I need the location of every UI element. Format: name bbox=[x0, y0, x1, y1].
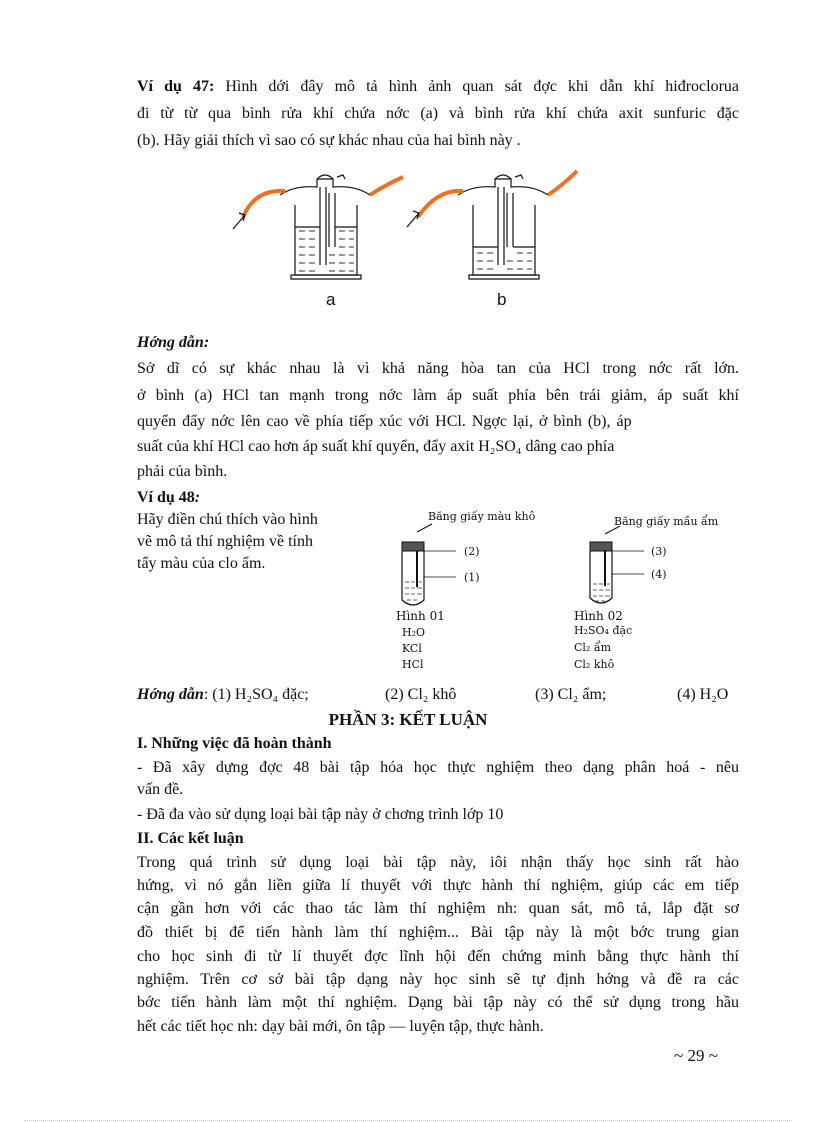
wash-bottles-figure bbox=[225, 165, 595, 290]
test-tube-figure-2 bbox=[584, 526, 704, 616]
fig2-option-2: Cl₂ ẩm bbox=[574, 641, 612, 654]
part3-sec2-line-4: đồ thiết bị để tiến hành làm thí nghiệm... Bài tập này là một bớc trung gian bbox=[137, 924, 739, 941]
fig2-caption: Hình 02 bbox=[574, 609, 623, 623]
tube-out-b bbox=[548, 171, 577, 195]
answer48-4: (4) H₂O bbox=[677, 686, 729, 703]
guide47-line-3: quyển đẩy nớc lên cao về phía tiếp xúc với HCl. Ngợc lại, ở bình (b), áp bbox=[137, 413, 632, 430]
guide47-line-5: phải của bình. bbox=[137, 463, 228, 480]
example48-label-line bbox=[137, 488, 739, 508]
example48-q-1: Hãy điền chú thích vào hình bbox=[137, 511, 318, 528]
wash-bottle-b bbox=[458, 175, 548, 279]
fig1-option-3: HCl bbox=[402, 658, 424, 671]
example47-line-1 bbox=[137, 77, 739, 97]
example47-text-1: Hình dới đây mô tả hình ảnh quan sát đợc khi dẫn khí hiđroclorua bbox=[214, 78, 740, 95]
wash-bottle-a bbox=[280, 175, 370, 279]
tube-out-a bbox=[370, 177, 403, 195]
part3-sec1-line-1: - Đã xây dựng đợc 48 bài tập hóa học thực nghiệm theo dạng phân hoá - nêu bbox=[137, 759, 739, 776]
answer48-line bbox=[137, 685, 739, 705]
example48-label-suffix: : bbox=[194, 489, 201, 506]
part3-sec2-line-3: cận gần hơn với các thao tác làm thí nghiệm nh: quan sát, mô tả, lắp đặt sơ bbox=[137, 900, 739, 917]
stopper-icon bbox=[590, 542, 612, 551]
page-number: ~ 29 ~ bbox=[674, 1046, 718, 1065]
part3-sec2-line-7: bớc tiến hành làm một thí nghiệm. Dạng bài tập này có thể sử dụng trong hầu bbox=[137, 994, 739, 1011]
part3-sec1-line-2: vấn đề. bbox=[137, 781, 184, 798]
part3-sec2-title: II. Các kết luận bbox=[137, 830, 244, 847]
fig1-caption: Hình 01 bbox=[396, 609, 445, 623]
fig1-option-1: H₂O bbox=[402, 626, 426, 639]
example48-q-2: vẽ mô tả thí nghiệm về tính bbox=[137, 533, 313, 550]
footer-divider bbox=[24, 1120, 792, 1121]
part3-sec2-line-8: hết các tiết học nh: dạy bài mới, ôn tập — luyện tập, thực hành. bbox=[137, 1018, 544, 1035]
fig2-title: Băng giấy mầu ẩm bbox=[614, 515, 719, 528]
guide47-line-4: suất của khí HCl cao hơn áp suất khí quyển, đẩy axit H₂SO₄ dâng cao phía bbox=[137, 438, 615, 455]
part3-sec2-line-6: nghiệm. Trên cơ sở bài tập dạng này học sinh sẽ tự định hớng và đề ra các bbox=[137, 971, 739, 988]
tube-in-a bbox=[243, 191, 285, 217]
part3-sec1-title: I. Những việc đã hoàn thành bbox=[137, 735, 332, 752]
fig2-callout-4: (4) bbox=[651, 568, 667, 581]
answer48-2: (2) Cl₂ khô bbox=[385, 686, 457, 703]
answer48-3: (3) Cl₂ ẩm; bbox=[535, 686, 607, 703]
part3-sec2-line-1: Trong quá trình sử dụng loại bài tập này, iôi nhận thấy học sinh rất hào bbox=[137, 854, 739, 871]
example48-q-3: tẩy màu của clo ẩm. bbox=[137, 555, 266, 572]
test-tube-figure-1 bbox=[396, 522, 516, 612]
figure-label-b: b bbox=[497, 290, 507, 309]
fig1-callout-2: (2) bbox=[464, 545, 480, 558]
example48-label: Ví dụ 48 bbox=[137, 489, 195, 506]
example47-label: Ví dụ 47: bbox=[137, 78, 215, 95]
part3-heading: PHẦN 3: KẾT LUẬN bbox=[328, 710, 488, 729]
fig2-option-3: Cl₂ khô bbox=[574, 658, 615, 671]
fig1-title: Băng giấy màu khô bbox=[428, 510, 536, 523]
fig1-option-2: KCl bbox=[402, 642, 422, 655]
part3-sec2-line-5: cho học sinh đi từ lí thuyết đợc lĩnh hội đến chứng minh bằng thực hành thí bbox=[137, 948, 739, 965]
fig1-callout-1: (1) bbox=[464, 571, 480, 584]
fig2-callout-3: (3) bbox=[651, 545, 667, 558]
tube-in-b bbox=[418, 191, 463, 217]
example47-line-3: (b). Hãy giải thích vì sao có sự khác nhau của hai bình này . bbox=[137, 132, 521, 149]
guide47-line-1: Sở dĩ có sự khác nhau là vì khả năng hòa tan của HCl trong nớc rất lớn. bbox=[137, 360, 739, 377]
arrow-icon bbox=[233, 215, 245, 229]
answer48-label: Hớng dẫn bbox=[137, 686, 204, 703]
stopper-icon bbox=[402, 542, 424, 551]
guide47-line-2: ở bình (a) HCl tan mạnh trong nớc làm áp suất phía bên trái giảm, áp suất khí bbox=[137, 387, 739, 404]
answer48-1: : (1) H₂SO₄ đặc; bbox=[203, 686, 309, 703]
guide47-label: Hớng dẫn: bbox=[137, 334, 210, 351]
fig2-option-1: H₂SO₄ đặc bbox=[574, 624, 633, 637]
part3-sec1-line-3: - Đã đa vào sử dụng loại bài tập này ở chơng trình lớp 10 bbox=[137, 806, 504, 823]
part3-sec2-line-2: hứng, vì nó gắn liền giữa lí thuyết với thực hành thí nghiệm, giúp các em tiếp bbox=[137, 877, 739, 894]
example47-line-2: đi từ từ qua bình rửa khí chứa nớc (a) và bình rửa khí chứa axit sunfuric đặc bbox=[137, 105, 739, 122]
figure-label-a: a bbox=[326, 290, 336, 309]
